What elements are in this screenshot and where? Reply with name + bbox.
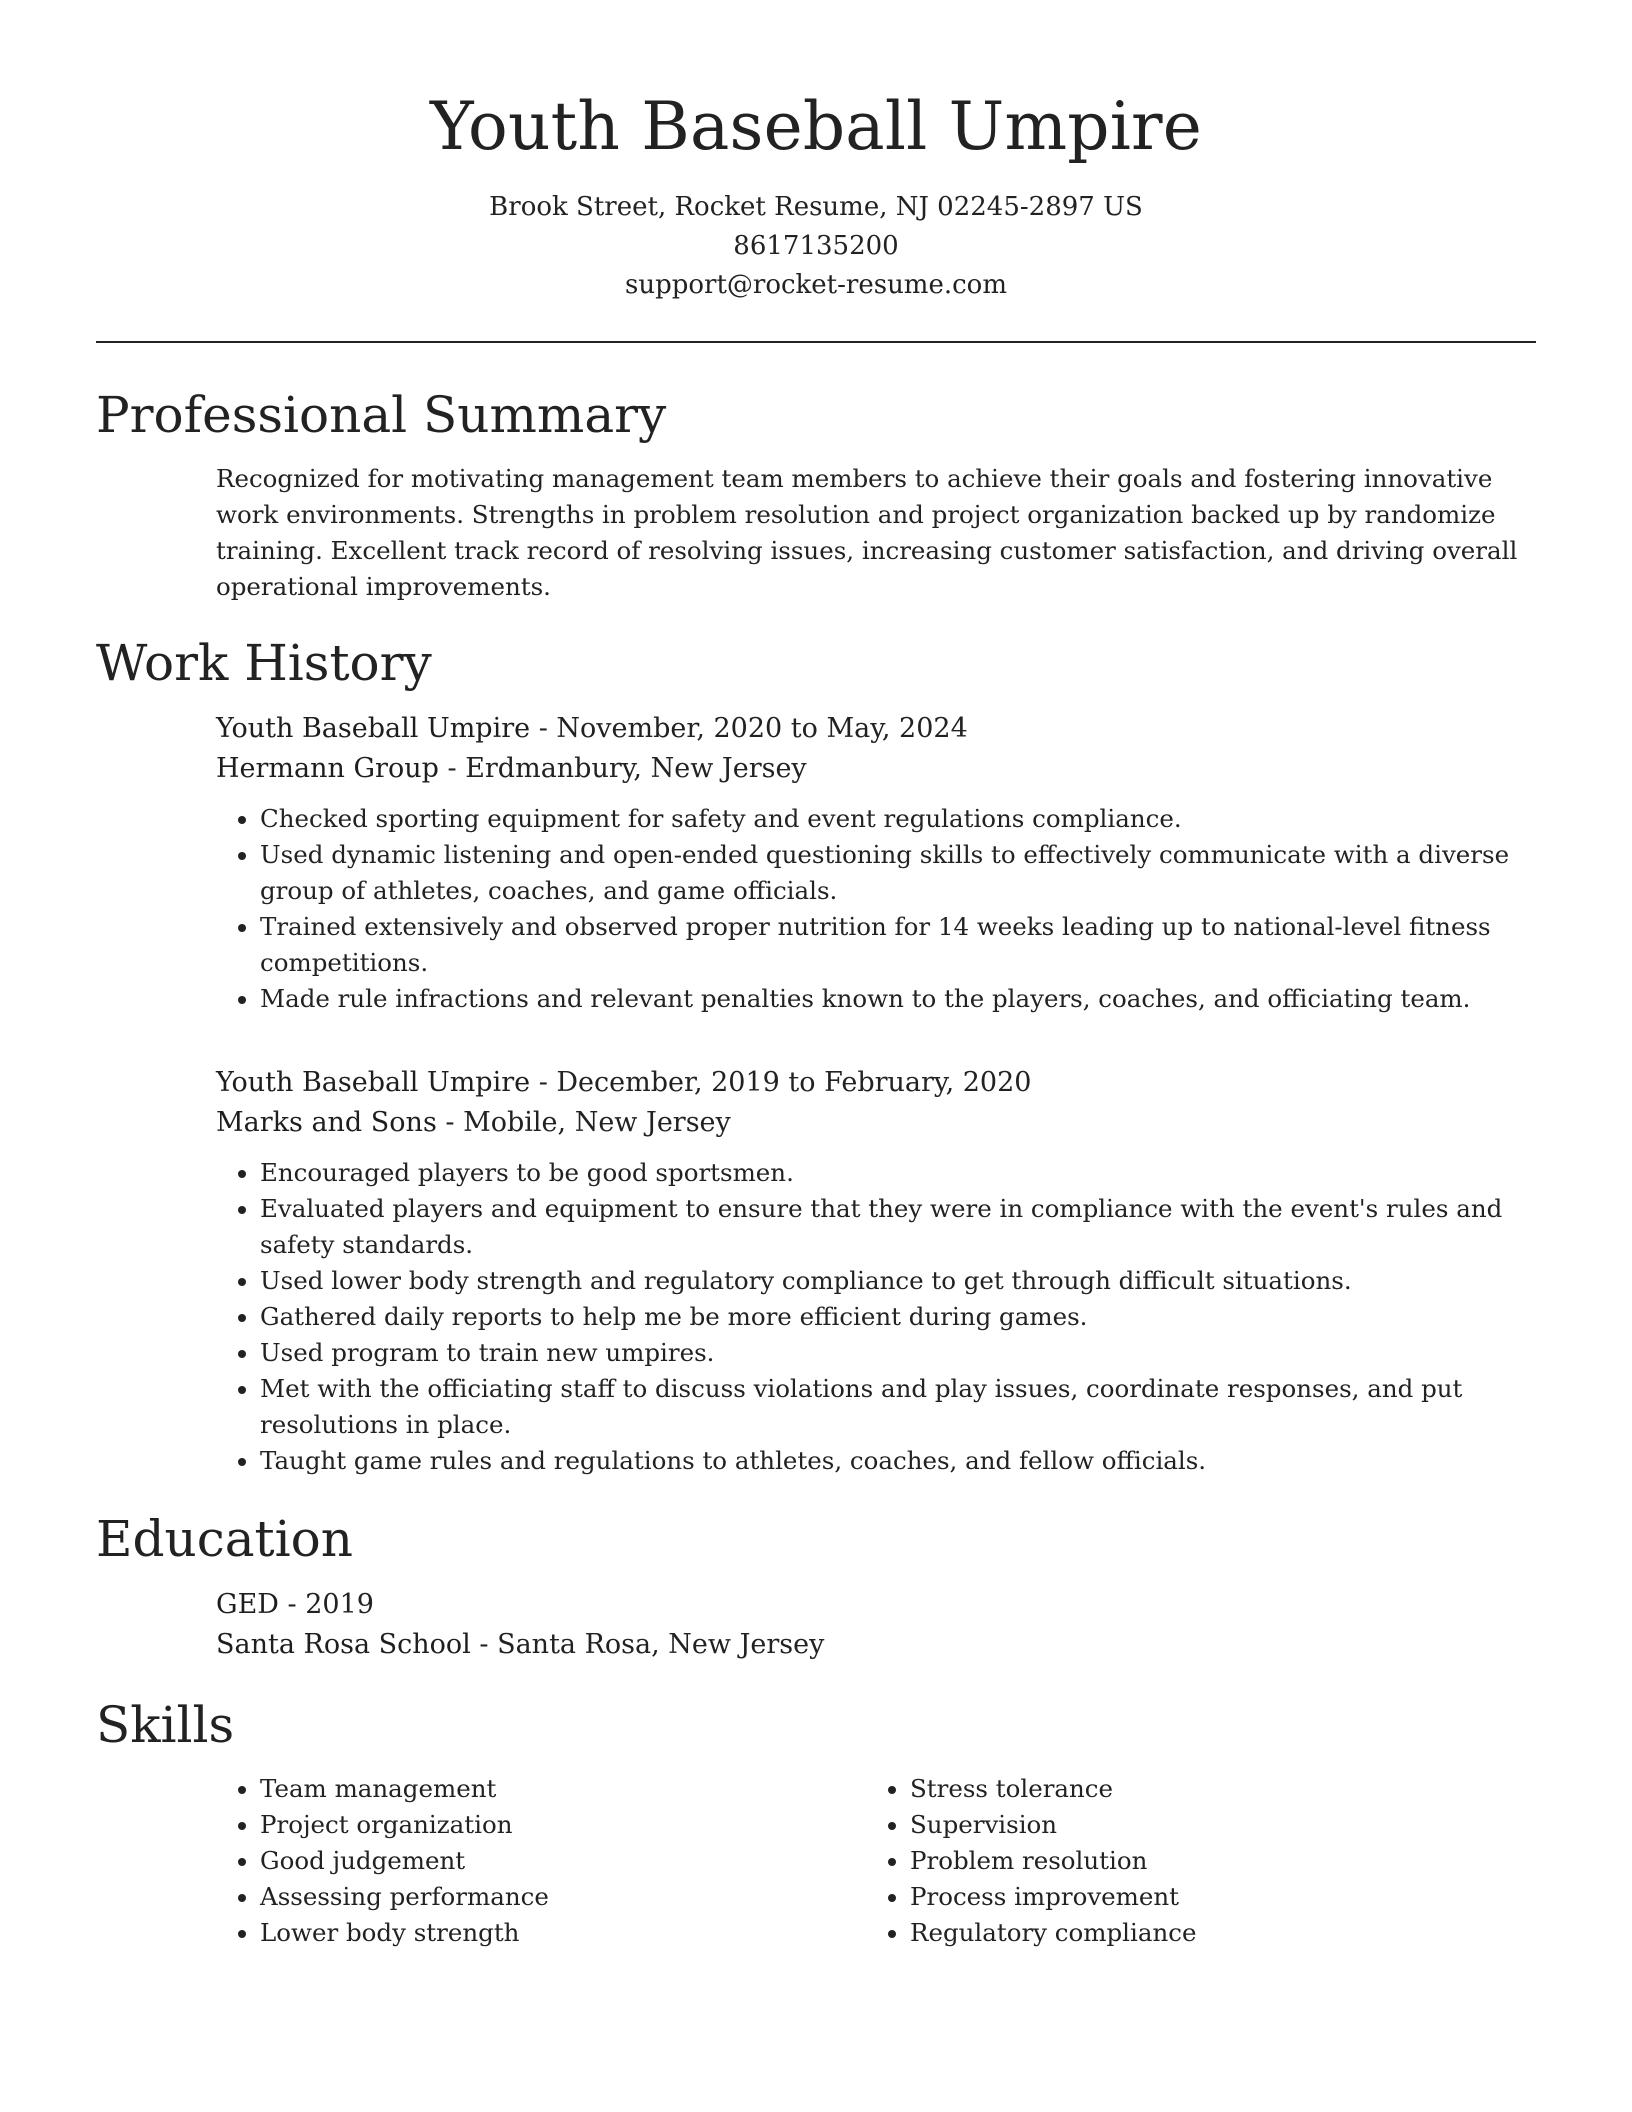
list-item: • Checked sporting equipment for safety and event regulations compliance. [260, 801, 1536, 837]
job-dates: - November, 2020 to May, 2024 [530, 713, 968, 744]
school-line [216, 1625, 1536, 1665]
work-history-title: Work History [96, 634, 432, 692]
skill-item: • Supervision [910, 1807, 1516, 1843]
skill-item: • Project organization [260, 1807, 866, 1843]
skills-right-column [866, 1771, 1516, 1951]
list-item: • Encouraged players to be good sportsmen. [260, 1155, 1536, 1191]
job-title-line [216, 1063, 1536, 1103]
candidate-name: Youth Baseball Umpire [429, 88, 1203, 165]
school-location: - Santa Rosa, New Jersey [470, 1629, 825, 1660]
list-item: • Trained extensively and observed proper nutrition for 14 weeks leading up to national-level fitness competitions. [260, 909, 1536, 981]
skill-item: • Assessing performance [260, 1879, 866, 1915]
job-bullets [216, 801, 1536, 1017]
list-item: • Met with the officiating staff to discuss violations and play issues, coordinate responses, and put resolutions in place. [260, 1371, 1536, 1443]
education-title: Education [96, 1510, 353, 1568]
list-item: • Made rule infractions and relevant penalties known to the players, coaches, and officiating team. [260, 981, 1536, 1017]
skills-left-column [216, 1771, 866, 1951]
job-title-line [216, 709, 1536, 749]
graduation-year: - 2019 [278, 1589, 374, 1620]
skill-item: • Process improvement [910, 1879, 1516, 1915]
education-section [96, 1507, 1536, 1665]
skill-item: • Problem resolution [910, 1843, 1516, 1879]
summary-section [96, 383, 1536, 605]
summary-text: Recognized for motivating management team members to achieve their goals and fostering innovative work environments. Strengths in problem resolution and project organization backed up by randomize training. Excellent track record of resolving issues, increasing customer satisfaction, and driving overall operational improvements. [216, 464, 1518, 601]
list-item: • Used dynamic listening and open-ended questioning skills to effectively communicate with a diverse group of athletes, coaches, and game officials. [260, 837, 1536, 909]
school-name: Santa Rosa School [216, 1629, 471, 1660]
degree: GED [216, 1589, 279, 1620]
job-location: - Mobile, New Jersey [436, 1107, 731, 1138]
skill-item: • Good judgement [260, 1843, 866, 1879]
contact-block [96, 188, 1536, 305]
skills-grid [216, 1771, 1536, 1951]
phone-number: 8617135200 [733, 231, 899, 261]
list-item: • Evaluated players and equipment to ensure that they were in compliance with the event's rules and safety standards. [260, 1191, 1536, 1263]
list-item: • Gathered daily reports to help me be more efficient during games. [260, 1299, 1536, 1335]
resume-header [96, 0, 1536, 305]
email-address: support@rocket-resume.com [624, 270, 1007, 300]
list-item: • Used program to train new umpires. [260, 1335, 1536, 1371]
job-entry [216, 709, 1536, 1017]
header-divider [96, 341, 1536, 343]
list-item: • Taught game rules and regulations to athletes, coaches, and fellow officials. [260, 1443, 1536, 1479]
address: Brook Street, Rocket Resume, NJ 02245-2897 US [489, 192, 1143, 222]
list-item: • Used lower body strength and regulatory compliance to get through difficult situations. [260, 1263, 1536, 1299]
skills-section [96, 1693, 1536, 1951]
skill-item: • Team management [260, 1771, 866, 1807]
skill-item: • Stress tolerance [910, 1771, 1516, 1807]
job-company: Hermann Group [216, 753, 439, 784]
job-company-line [216, 1103, 1536, 1143]
job-company-line [216, 749, 1536, 789]
job-company: Marks and Sons [216, 1107, 437, 1138]
job-dates: - December, 2019 to February, 2020 [530, 1067, 1032, 1098]
job-title: Youth Baseball Umpire [216, 1067, 531, 1098]
job-title: Youth Baseball Umpire [216, 713, 531, 744]
work-history-section [96, 631, 1536, 1479]
skills-title: Skills [96, 1696, 235, 1754]
job-entry [216, 1063, 1536, 1479]
skill-item: • Regulatory compliance [910, 1915, 1516, 1951]
skill-item: • Lower body strength [260, 1915, 866, 1951]
job-bullets [216, 1155, 1536, 1479]
degree-line [216, 1585, 1536, 1625]
job-location: - Erdmanbury, New Jersey [438, 753, 807, 784]
summary-title: Professional Summary [96, 386, 667, 444]
education-entry [216, 1585, 1536, 1665]
